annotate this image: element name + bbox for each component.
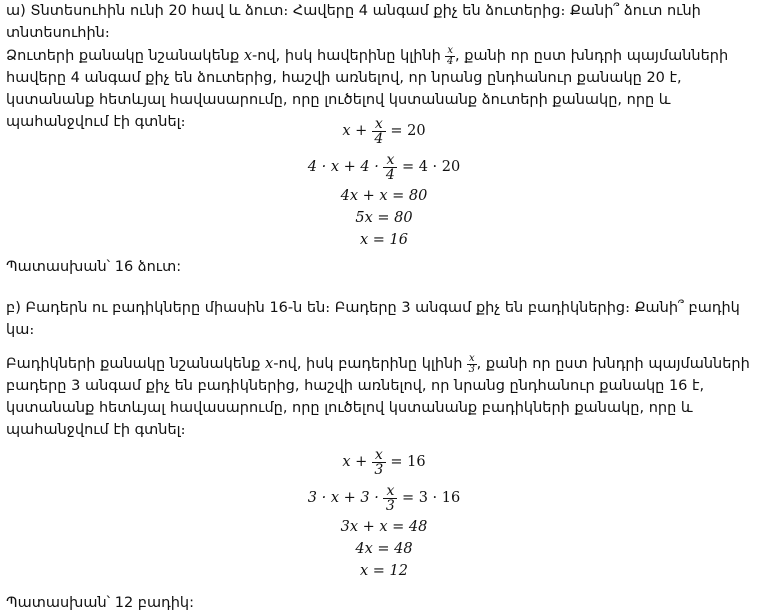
problem-b-answer: Պատասխան՝ 12 բադիկ:: [6, 595, 194, 611]
problem-b-inline-fraction: $\frac{x}{3}$: [468, 352, 476, 375]
problem-a-equations: [6, 113, 762, 251]
problem-a-equation-5: x = 16: [360, 232, 408, 248]
problem-a-answer: Պատասխան՝ 16 ձուտ:: [6, 259, 182, 275]
problem-a-solution-part3: , քանի որ ըստ խնդրի պայմանների հավերը 4 անգամ քիչ են ձուտերից, հաշվի առնելով, որ նրանց ընդհանուր քանակը 20 է, կստանանք հետևյալ հավասարումը, որը լուծելով կստանանք ձուտերի քանակը, որը և պահանջվում էի գտնել։: [6, 48, 729, 130]
problem-b-solution: [6, 353, 762, 441]
problem-a-equation-2: 4 · x + 4 · $\frac{x}{4}$ = 4 · 20: [307, 151, 461, 183]
problem-b-equation-3: 3x + x = 48: [340, 519, 428, 535]
problem-b-statement: բ) Բադերն ու բադիկները միասին 16-ն են։ Բադերը 3 անգամ քիչ են բադիկներից։ Քանի՞ բադիկ կա։: [6, 300, 740, 338]
problem-b-equation-2: 3 · x + 3 · $\frac{x}{3}$ = 3 · 16: [307, 482, 461, 514]
problem-b-solution-part3: , քանի որ ըստ խնդրի պայմանների բադերը 3 անգամ քիչ են բադիկներից, հաշվի առնելով, որ նրանց ընդհանուր քանակը 16 է, կստանանք հետևյալ հավասարումը, որը լուծելով կստանանք բադիկների քանակը, որը և պահանջվում էի գտնել։: [6, 356, 750, 438]
problem-a-inline-fraction: $\frac{x}{4}$: [447, 44, 454, 67]
problem-b-variable: x: [265, 356, 274, 372]
problem-a-equation-1: x + $\frac{x}{4}$ = 20: [342, 115, 426, 147]
problem-a-statement: ա) Տնտեսուհին ունի 20 հավ և ձուտ։ Հավերը 4 անգամ քիչ են ձուտերից։ Քանի՞ ձուտ ունի տնտեսուհին։: [6, 3, 701, 41]
problem-b-solution-part2: -ով, իսկ բադերինը կլինի: [273, 356, 468, 372]
problem-a-equation-4: 5x = 80: [355, 210, 413, 226]
problem-b-equation-4: 4x = 48: [355, 541, 413, 557]
problem-b-equation-5: x = 12: [360, 563, 408, 579]
problem-a-equation-3: 4x + x = 80: [340, 188, 428, 204]
problem-a-variable: x: [243, 48, 252, 64]
problem-b-equation-1: x + $\frac{x}{3}$ = 16: [342, 446, 426, 478]
problem-b-equations: [6, 444, 762, 582]
problem-b-solution-part1: Բադիկների քանակը նշանակենք: [6, 356, 266, 372]
problem-a-solution-part2: -ով, իսկ հավերինը կլինի: [252, 48, 446, 64]
problem-a-solution-part1: Ձուտերի քանակը նշանակենք: [6, 48, 244, 64]
